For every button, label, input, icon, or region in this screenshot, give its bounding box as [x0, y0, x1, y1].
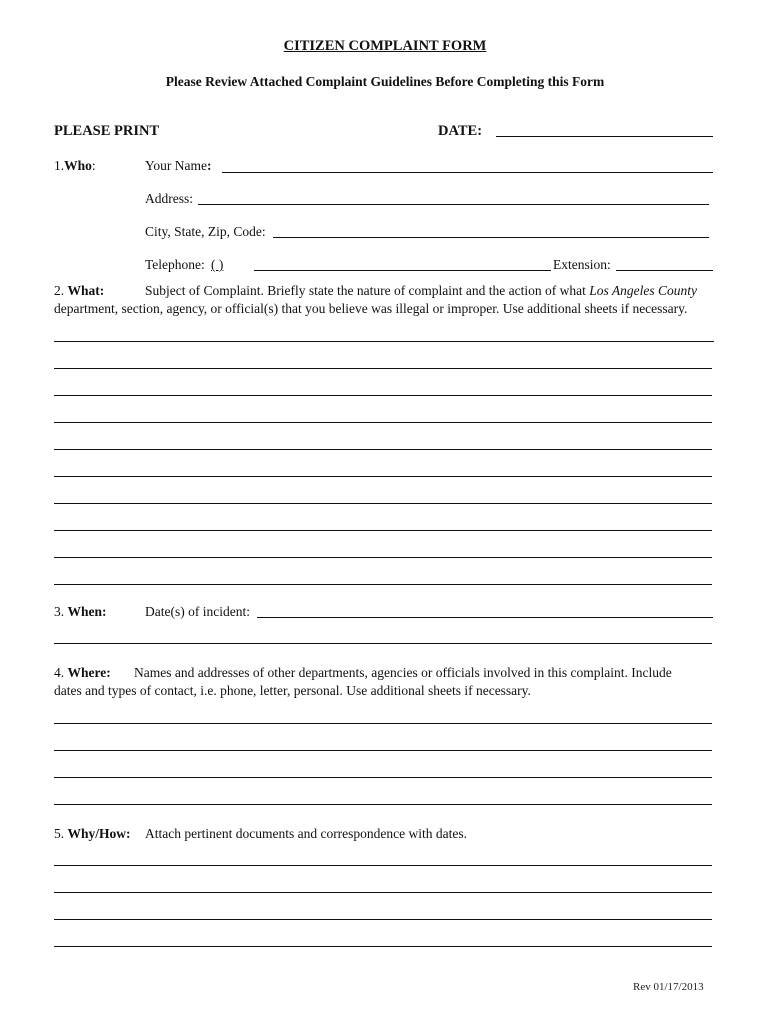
- whyhow-answer-line[interactable]: [54, 892, 712, 893]
- section-whyhow-label: Why/How:: [67, 826, 131, 841]
- your-name-label: [145, 158, 212, 174]
- whyhow-answer-line[interactable]: [54, 919, 712, 920]
- city-state-zip-label: City, State, Zip, Code:: [145, 224, 266, 239]
- where-answer-line[interactable]: [54, 777, 712, 778]
- section-who-label: Who: [64, 158, 92, 173]
- when-answer-line[interactable]: [54, 643, 712, 644]
- section-whyhow-heading: [54, 826, 131, 842]
- what-answer-line[interactable]: [54, 341, 714, 342]
- form-title: CITIZEN COMPLAINT FORM: [283, 38, 487, 54]
- where-answer-line[interactable]: [54, 750, 712, 751]
- telephone-number-field[interactable]: [254, 259, 551, 271]
- what-answer-line[interactable]: [54, 422, 712, 423]
- whyhow-description: Attach pertinent documents and correspondence with dates.: [145, 826, 468, 841]
- incident-date-label: Date(s) of incident:: [145, 604, 250, 619]
- section-who-colon: :: [91, 158, 96, 173]
- incident-date-field[interactable]: [257, 606, 713, 618]
- what-answer-line[interactable]: [54, 368, 712, 369]
- what-answer-line[interactable]: [54, 449, 712, 450]
- date-field[interactable]: [496, 124, 713, 137]
- your-name-colon: :: [207, 158, 212, 173]
- what-answer-line[interactable]: [54, 395, 712, 396]
- whyhow-answer-line[interactable]: [54, 946, 712, 947]
- what-answer-line[interactable]: [54, 530, 712, 531]
- form-subtitle: Please Review Attached Complaint Guidelines Before Completing this Form: [165, 74, 605, 89]
- section-when-heading: [54, 604, 107, 620]
- section-when-number: 3.: [54, 604, 65, 619]
- address-field[interactable]: [198, 193, 709, 205]
- where-answer-line[interactable]: [54, 804, 712, 805]
- section-when-label: When:: [67, 604, 107, 619]
- section-who-number: 1.: [54, 158, 65, 173]
- what-description-line2: department, section, agency, or official(s) that you believe was illegal or improper. Use additional sheets if necessary.: [54, 301, 688, 316]
- telephone-label: Telephone:: [145, 257, 205, 272]
- please-print-label: PLEASE PRINT: [54, 123, 160, 139]
- where-description-line2: dates and types of contact, i.e. phone, letter, personal. Use additional sheets if necessary.: [54, 683, 531, 698]
- what-description-italic: Los Angeles County: [589, 283, 698, 298]
- section-what-heading: [54, 283, 104, 299]
- section-whyhow-number: 5.: [54, 826, 65, 841]
- what-answer-line[interactable]: [54, 584, 712, 585]
- section-who-heading: [54, 158, 96, 174]
- what-answer-line[interactable]: [54, 503, 712, 504]
- what-answer-line[interactable]: [54, 557, 712, 558]
- what-description-text: Subject of Complaint. Briefly state the nature of complaint and the action of what: [145, 283, 586, 298]
- telephone-area-code-field[interactable]: ( ): [211, 257, 224, 272]
- section-what-number: 2.: [54, 283, 65, 298]
- your-name-field[interactable]: [222, 160, 713, 173]
- whyhow-answer-line[interactable]: [54, 865, 712, 866]
- where-description-line1: Names and addresses of other departments, agencies or officials involved in this complaint. Include: [134, 665, 672, 680]
- what-answer-line[interactable]: [54, 476, 712, 477]
- date-label: DATE:: [438, 123, 483, 139]
- section-where-label: Where:: [67, 665, 111, 680]
- extension-field[interactable]: [616, 259, 713, 271]
- revision-date: Rev 01/17/2013: [633, 981, 704, 993]
- address-label: Address:: [145, 191, 193, 206]
- section-what-label: What:: [67, 283, 105, 298]
- extension-label: Extension:: [553, 257, 611, 272]
- section-where-number: 4.: [54, 665, 65, 680]
- what-description-line1: [145, 283, 697, 299]
- city-state-zip-field[interactable]: [273, 226, 709, 238]
- section-where-heading: [54, 665, 111, 681]
- your-name-text: Your Name: [145, 158, 208, 173]
- where-answer-line[interactable]: [54, 723, 712, 724]
